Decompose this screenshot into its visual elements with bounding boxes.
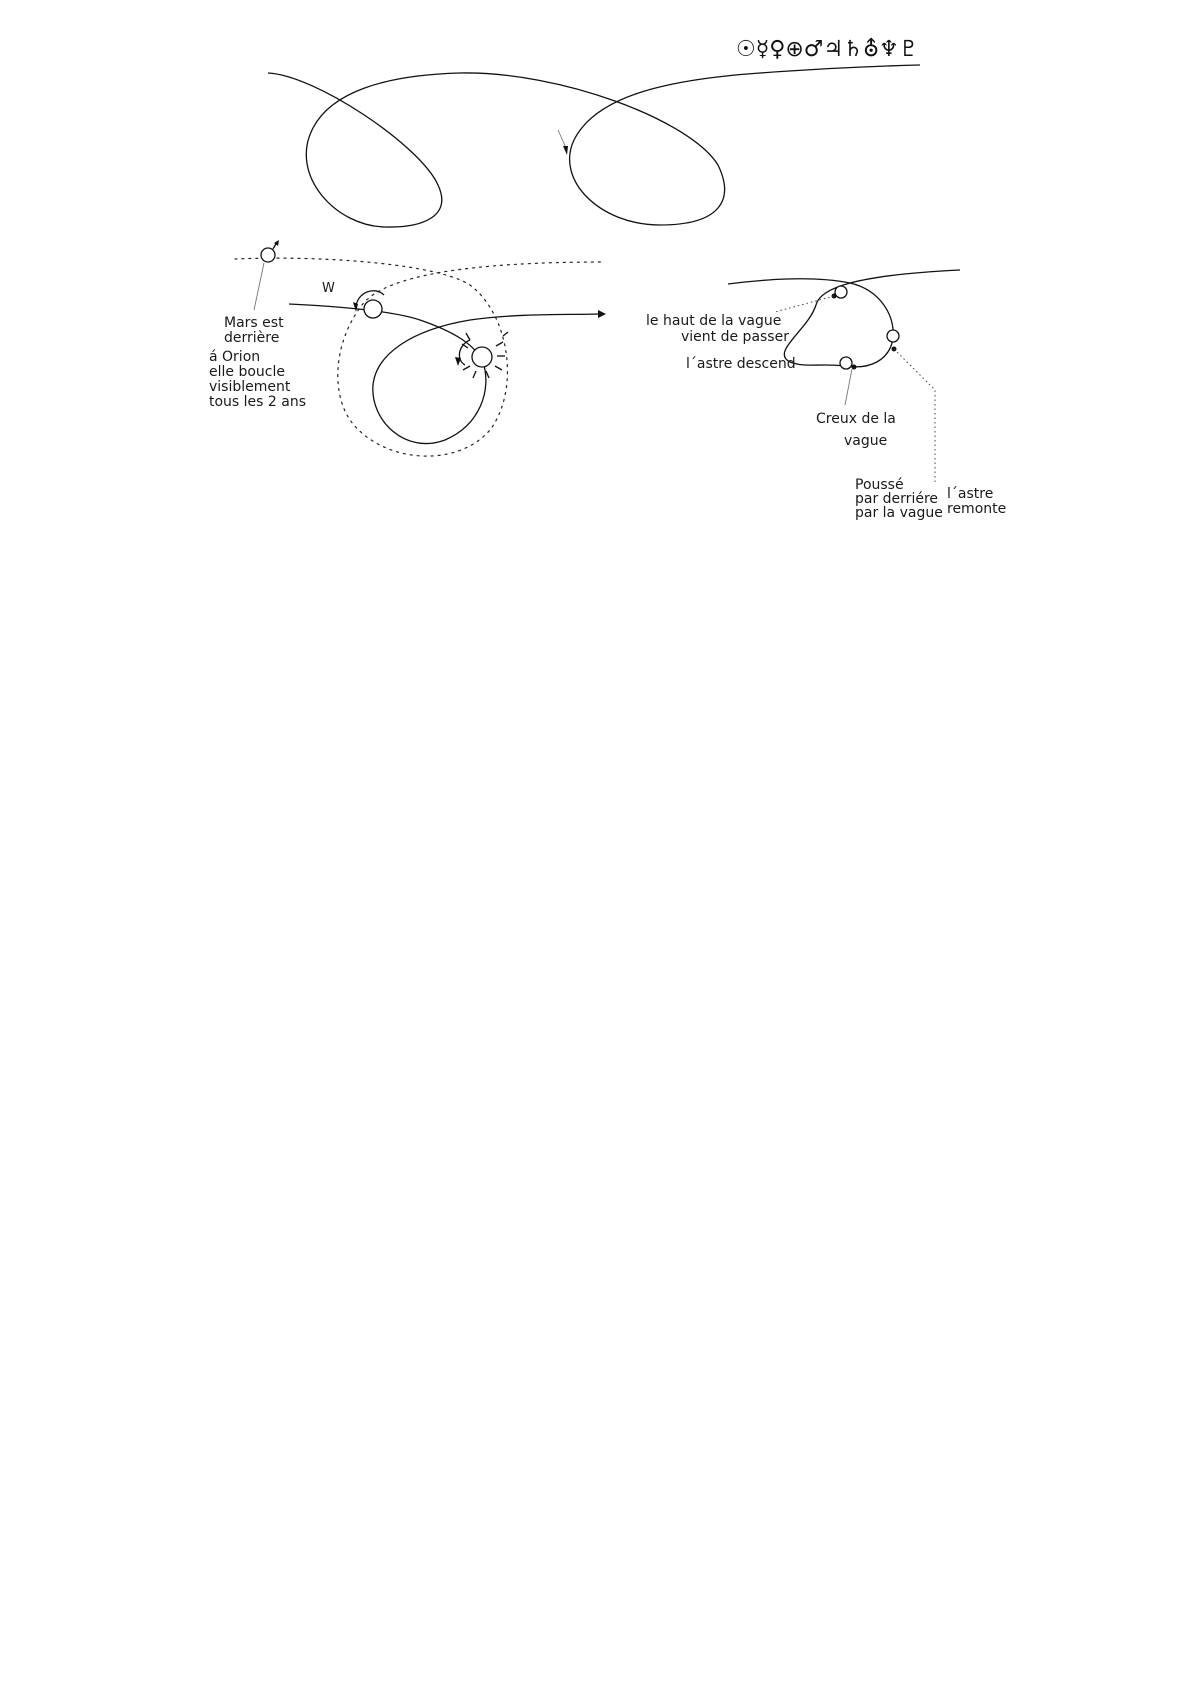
planet-symbols-row: ☉☿♀⊕♂♃♄⛢♆♇: [736, 37, 919, 62]
mars-label: Mars est derrière: [224, 315, 284, 346]
mars-orbit-dotted: [235, 258, 605, 456]
planet-rotation-arrowhead: [353, 302, 358, 312]
pushed-label: Poussé par derriére par la vague: [855, 477, 943, 521]
mars-small-planet: [261, 248, 275, 262]
w-label: W: [322, 281, 335, 296]
sun-rotation-arrowhead: [455, 357, 461, 366]
top-direction-arrow-line: [558, 130, 566, 148]
orion-label: á Orion elle boucle visiblement tous les 2 ans: [209, 349, 307, 410]
trough-planet: [840, 357, 852, 369]
wave-top-label: le haut de la vague vient de passer: [646, 313, 789, 345]
mars-loop-arrowhead: [598, 310, 606, 318]
mars-loop-path: [289, 304, 598, 444]
descend-label: l´astre descend: [686, 356, 796, 372]
top-direction-arrow-head: [563, 146, 568, 155]
planet-on-path: [364, 300, 382, 318]
trough-point: [852, 365, 857, 370]
top-loop-path: [268, 65, 920, 227]
wave-top-planet: [835, 286, 847, 298]
trough-leader: [845, 369, 852, 405]
mars-label-leader: [254, 263, 264, 310]
sun-symbol: [472, 347, 492, 367]
rises-label: l´astre remonte: [947, 486, 1007, 517]
rising-planet: [887, 330, 899, 342]
wave-top-leader: [775, 296, 834, 312]
trough-label: Creux de la vague: [816, 411, 896, 449]
